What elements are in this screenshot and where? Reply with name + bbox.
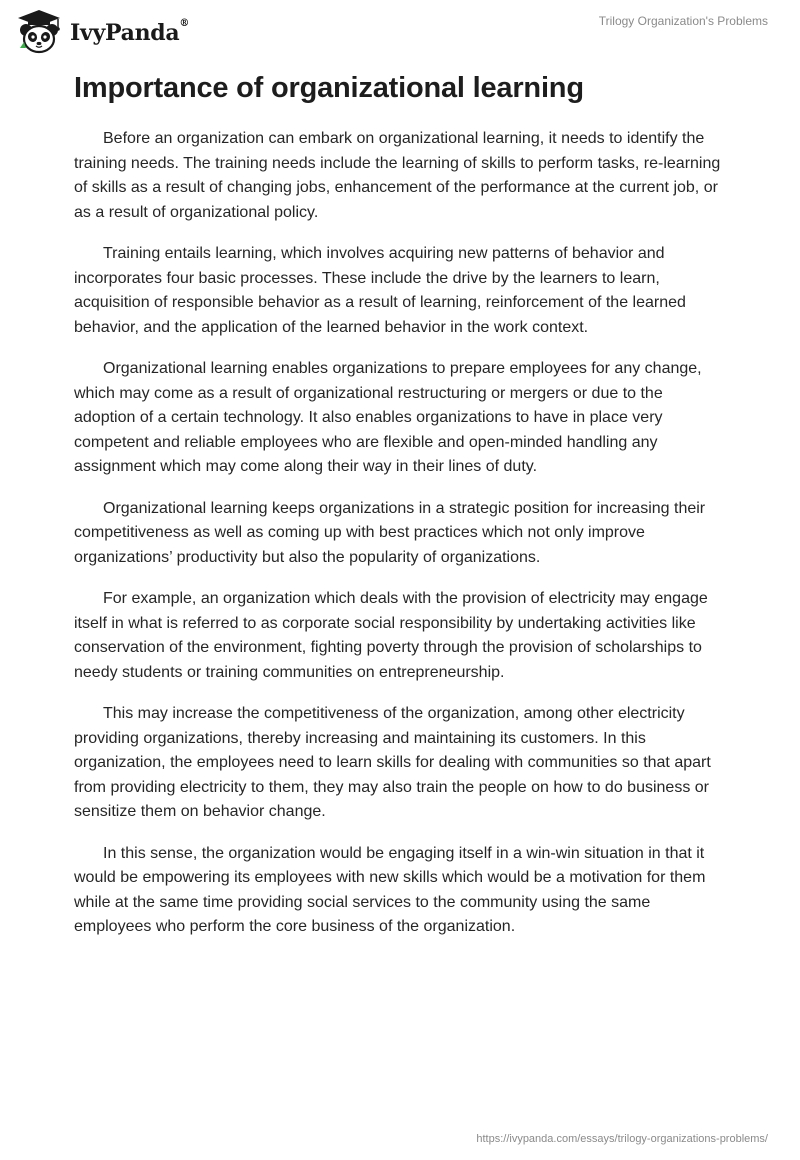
brand-name: IvyPanda® <box>70 18 190 46</box>
paragraph-7: In this sense, the organization would be engaging itself in a win-win situation in that it would be empowering its employees with new skills which would be a motivation for them while at the same time providing social services to the community using the same employees who perform the core business of the organization. <box>74 844 706 935</box>
article-body <box>74 72 728 957</box>
page-header <box>0 0 800 62</box>
paragraph-2: Training entails learning, which involves acquiring new patterns of behavior and incorporates four basic processes. These include the drive by the learners to learn, acquisition of responsible behavior as a result of learning, reinforcement of the learned behavior, and the application of the learned behavior in the work context. <box>74 245 686 336</box>
page-title: Importance of organizational learning <box>74 72 584 104</box>
ivypanda-logo[interactable] <box>14 8 189 54</box>
paragraph-4: Organizational learning keeps organizations in a strategic position for increasing their competitiveness as well as coming up with best practices which not only improve organizations’ productivity but also the popularity of organizations. <box>74 499 706 566</box>
source-url[interactable]: https://ivypanda.com/essays/trilogy-organizations-problems/ <box>476 1133 768 1145</box>
paragraph-5: For example, an organization which deals with the provision of electricity may engage itself in what is referred to as corporate social responsibility by undertaking activities like conservation of the environment, fighting poverty through the provision of scholarships to needy students or training communities on entrepreneurship. <box>74 590 708 681</box>
running-title: Trilogy Organization's Problems <box>598 14 768 28</box>
paragraph-6: This may increase the competitiveness of the organization, among other electricity providing organizations, thereby increasing and maintaining its customers. In this organization, the employees need to learn skills for dealing with communities so that apart from providing electricity to them, they may also train the people on how to do business or sensitize them on behavior change. <box>74 705 711 820</box>
paragraph-3: Organizational learning enables organizations to prepare employees for any change, which may come as a result of organizational restructuring or mergers or due to the adoption of a certain technology. It also enables organizations to have in place very competent and reliable employees who are flexible and open-minded handling any assignment which may come along their way in their lines of duty. <box>74 360 702 475</box>
panda-graduate-icon <box>14 8 64 54</box>
paragraph-1: Before an organization can embark on organizational learning, it needs to identify the training needs. The training needs include the learning of skills to perform tasks, re-learning of skills as a result of changing jobs, enhancement of the performance at the current job, or as a result of organizational policy. <box>74 130 721 221</box>
